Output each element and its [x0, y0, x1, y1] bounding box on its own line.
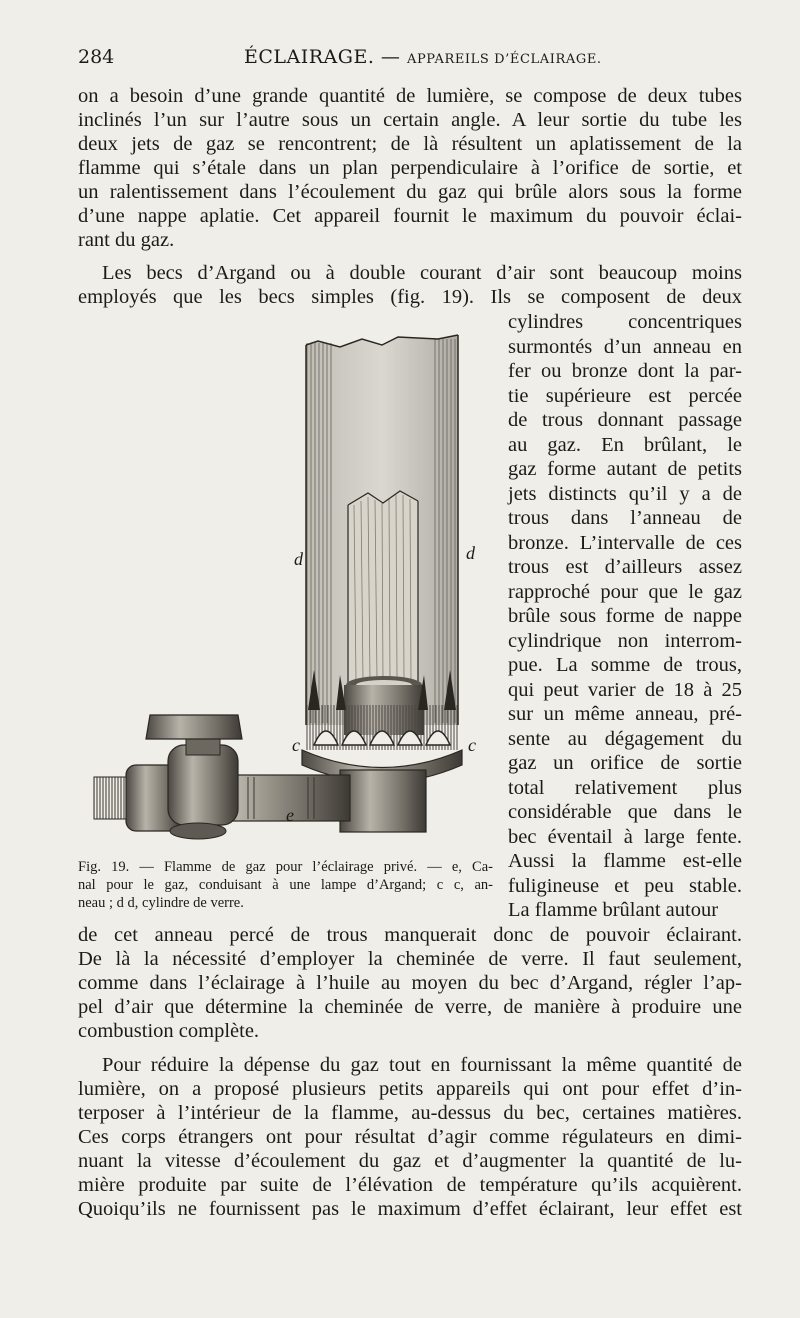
- label-e: e: [286, 805, 294, 825]
- text-line: Aussi la flamme est-elle: [508, 850, 742, 872]
- text-line: considérable que dans le: [508, 801, 742, 823]
- text-line: rant du gaz.: [78, 229, 175, 251]
- running-title-dash: —: [380, 46, 401, 68]
- text-line: de cet anneau percé de trous manquerait donc de pouvoir éclairant.: [78, 924, 742, 946]
- text-line: tie supérieure est percée: [508, 384, 742, 407]
- label-d-left: d: [294, 549, 303, 569]
- text-line: comme dans l’éclairage à l’huile au moyen du bec d’Argand, régler l’ap-: [78, 972, 742, 994]
- text-line: deux jets de gaz se rencontrent; de là résultent un aplatissement de la: [78, 133, 742, 155]
- chimney-left-wall: [306, 343, 332, 723]
- text-line: un ralentissement dans l’écoulement du gaz qui brûle alors sous la forme: [78, 181, 742, 203]
- text-line: nuant la vitesse d’écoulement du gaz et d’augmenter la quantité de lu-: [78, 1150, 742, 1172]
- text-line: cylindrique non interrom-: [508, 629, 742, 652]
- page-header: [78, 46, 742, 76]
- text-line: pue. La somme de trous,: [508, 654, 742, 676]
- text-line: qui peut varier de 18 à 25: [508, 678, 742, 701]
- caption-line: neau ; d d, cylindre de verre.: [78, 895, 244, 911]
- text-line: de trous donnant passage: [508, 409, 742, 431]
- text-line: fer ou bronze dont la par-: [508, 360, 742, 382]
- burner-stem: [340, 770, 426, 832]
- text-line: terposer à l’intérieur de la flamme, au-dessus du bec, certaines matières.: [78, 1102, 742, 1124]
- label-d-right: d: [466, 543, 475, 563]
- text-line: mière produite par suite de l’élévation de température qu’ils acquièrent.: [78, 1174, 742, 1196]
- text-line: au gaz. En brûlant, le: [508, 433, 742, 456]
- text-line: sur un même anneau, pré-: [508, 703, 742, 725]
- text-line: d’une nappe aplatie. Cet appareil fournit le maximum du pouvoir éclai-: [78, 205, 742, 227]
- gas-tap-body: [168, 745, 238, 825]
- running-title-section: APPAREILS D’ÉCLAIRAGE.: [406, 52, 602, 67]
- text-line: Ces corps étrangers ont pour résultat d’agir comme régulateurs en dimi-: [78, 1126, 742, 1148]
- text-line: on a besoin d’une grande quantité de lumière, se compose de deux tubes: [78, 85, 742, 107]
- text-line: employés que les becs simples (fig. 19). Ils se composent de deux: [78, 286, 742, 308]
- text-line: gaz forme autant de petits: [508, 458, 742, 480]
- text-line: Pour réduire la dépense du gaz tout en fournissant la même quantité de: [102, 1054, 742, 1076]
- gas-tap-handle: [146, 715, 242, 739]
- text-line: jets distincts qu’il y a de: [508, 482, 742, 505]
- text-line: flamme qui s’étale dans un plan perpendiculaire à l’orifice de sortie, et: [78, 157, 742, 179]
- text-line: bec éventail à large fente.: [508, 825, 742, 848]
- running-title: [244, 46, 602, 68]
- text-line: trous dans l’anneau de: [508, 507, 742, 529]
- caption-line: Fig. 19. — Flamme de gaz pour l’éclairage privé. — e, Ca-: [78, 859, 493, 875]
- caption-line: nal pour le gaz, conduisant à une lampe d’Argand; c c, an-: [78, 877, 493, 893]
- text-line: rapproché pour que le gaz: [508, 580, 742, 603]
- text-line: bronze. L’intervalle de ces: [508, 531, 742, 554]
- text-line: combustion complète.: [78, 1020, 260, 1042]
- text-line: surmontés d’un anneau en: [508, 335, 742, 358]
- text-line: sente au dégagement du: [508, 727, 742, 750]
- text-line: inclinés l’un sur l’autre sous un certain angle. A leur sortie du tube les: [78, 109, 742, 131]
- text-line: brûle sous forme de nappe: [508, 605, 742, 627]
- label-c-right: c: [468, 735, 476, 755]
- text-line: pel d’air que détermine la cheminée de verre, de manière à produire une: [78, 996, 742, 1018]
- text-line: fuligineuse et peu stable.: [508, 874, 742, 897]
- label-c-left: c: [292, 735, 300, 755]
- text-line: La flamme brûlant autour: [508, 899, 719, 921]
- page-number: 284: [78, 46, 115, 68]
- argand-burner-figure: [78, 325, 498, 855]
- text-line: trous est d’ailleurs assez: [508, 556, 742, 578]
- argand-burner-illustration: [78, 325, 498, 855]
- text-line: cylindres concentriques: [508, 311, 742, 333]
- text-line: De là la nécessité d’employer la cheminée de verre. Il faut seulement,: [78, 948, 742, 970]
- text-line: Les becs d’Argand ou à double courant d’air sont beaucoup moins: [102, 262, 742, 284]
- threaded-end: [94, 777, 130, 819]
- text-line: Quoiqu’ils ne fournissent pas le maximum d’effet éclairant, leur effet est: [78, 1198, 742, 1220]
- figure-caption: [78, 858, 493, 912]
- text-line: total relativement plus: [508, 776, 742, 799]
- running-title-main: ÉCLAIRAGE.: [244, 46, 375, 68]
- text-line: lumière, on a proposé plusieurs petits appareils qui ont pour effet d’in-: [78, 1078, 742, 1100]
- text-line: gaz un orifice de sortie: [508, 752, 742, 774]
- chimney-right-wall: [432, 339, 458, 723]
